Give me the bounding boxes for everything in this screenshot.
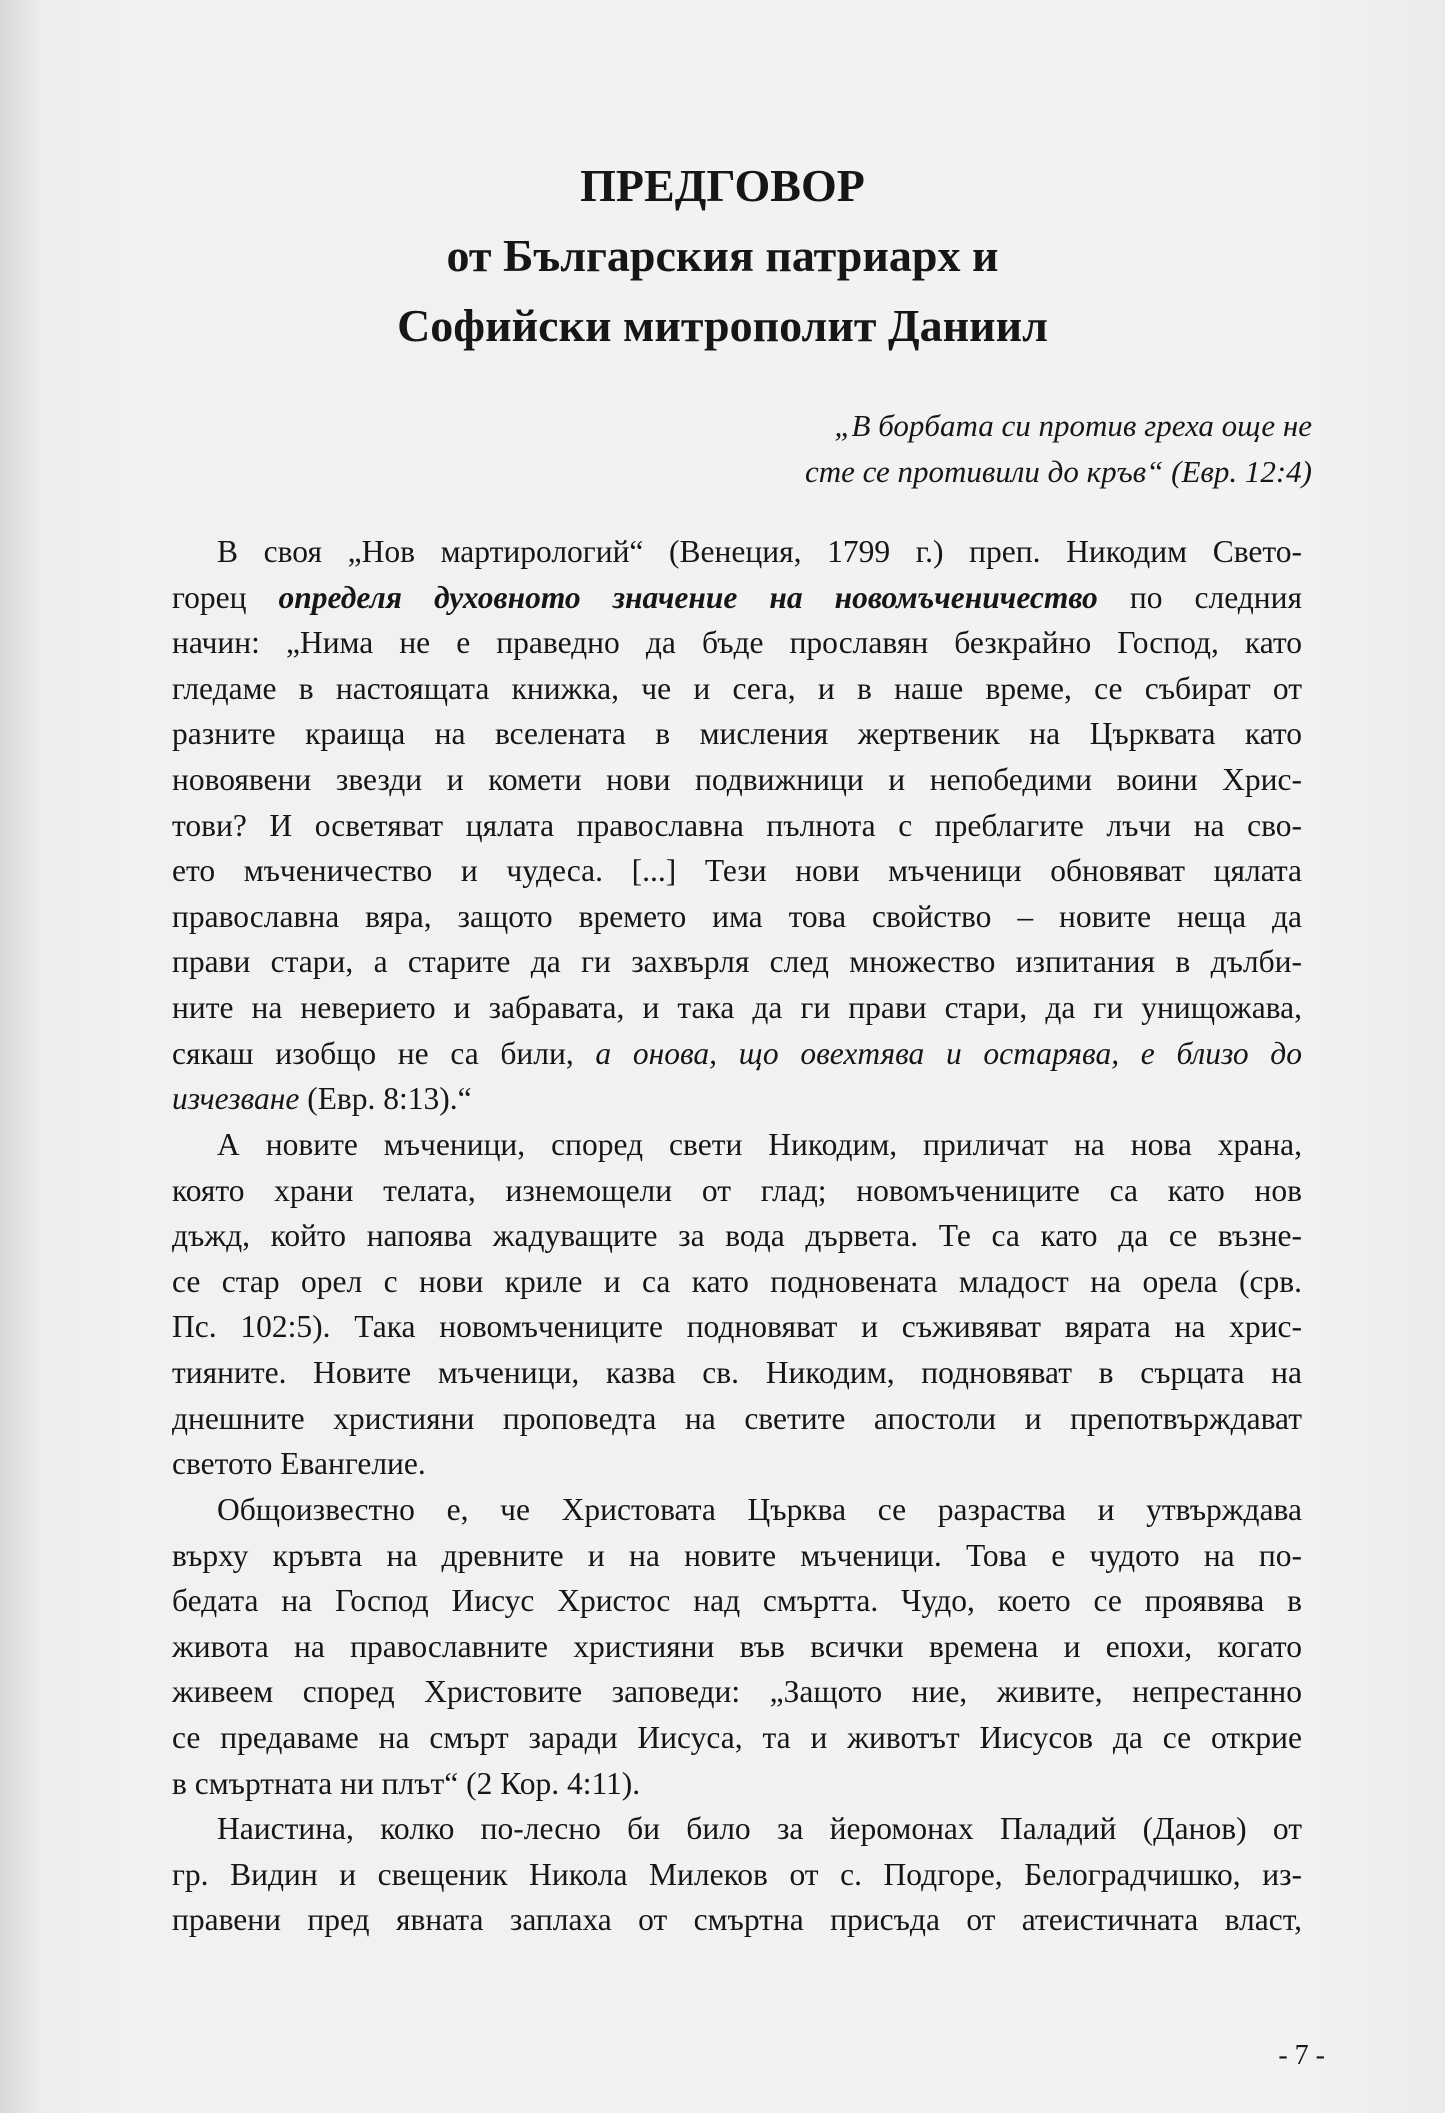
text-line: светото Евангелие. [172, 1446, 426, 1482]
text-line: православна вяра, защото времето има това свойство – новите неща да [172, 898, 1302, 934]
text-line: разните краища на вселената в мисления жертвеник на Църквата като [172, 716, 1302, 752]
epigraph-quote-end: сте се противили до кръв“ [805, 454, 1164, 489]
text-line: бедата на Господ Иисус Христос над смъртта. Чудо, което се проявява в [172, 1583, 1302, 1619]
title-line-2: от Българския патриарх и [446, 230, 999, 281]
italic-quote: а онова, що овехтява и остарява, е близо до [595, 1035, 1302, 1071]
text-run: (Евр. 8:13).“ [299, 1081, 472, 1117]
text-line: днешните християни проповедта на светите апостоли и препотвърждават [172, 1400, 1302, 1436]
paragraph-1 [172, 529, 1302, 1122]
text-line: живота на православните християни във всички времена и епохи, когато [172, 1628, 1302, 1664]
text-line: новоявени звезди и комети нови подвижници и непобедими воини Хрис- [172, 761, 1302, 797]
emphasis-text: определя духовното значение на новомъченичество [278, 579, 1098, 615]
title-line-1: ПРЕДГОВОР [580, 160, 865, 211]
text-line: Общоизвестно е, че Христовата Църква се разраства и утвърждава [217, 1492, 1302, 1527]
text-line: в смъртната ни плът“ (2 Кор. 4:11). [172, 1765, 641, 1801]
text-line: В своя „Нов мартирологий“ (Венеция, 1799 г.) преп. Никодим Свето- [217, 534, 1302, 569]
text-run: горец [172, 579, 279, 615]
epigraph-line-1: „В борбата си против греха още не [834, 408, 1312, 443]
text-line: дъжд, който напоява жадуващите за вода дървета. Те са като да се възне- [172, 1218, 1302, 1254]
text-line: правени пред явната заплаха от смъртна присъда от атеистичната власт, [172, 1902, 1302, 1938]
italic-quote: изчезване [172, 1081, 300, 1117]
epigraph-reference: (Евр. 12:4) [1163, 454, 1312, 489]
text-line: тови? И осветяват цялата православна пълнота с преблагите лъчи на сво- [172, 807, 1302, 843]
text-line: гледаме в настоящата книжка, че и сега, и в наше време, се събират от [172, 670, 1302, 706]
paragraph-3 [172, 1487, 1302, 1806]
page-number: - 7 - [1278, 2040, 1325, 2071]
paragraph-4 [172, 1806, 1302, 1943]
text-run: по следния [1097, 579, 1302, 615]
title-line-3: Софийски митрополит Даниил [397, 300, 1048, 351]
text-line [172, 1076, 1302, 1122]
text-line: начин: „Нима не е праведно да бъде прославян безкрайно Господ, като [172, 625, 1302, 661]
text-line: Пс. 102:5). Така новомъчениците подновяват и съживяват вярата на хрис- [172, 1309, 1302, 1345]
text-line: А новите мъченици, според свети Никодим, приличат на нова храна, [217, 1127, 1302, 1162]
epigraph-line-2 [805, 449, 1312, 495]
text-line: се стар орел с нови криле и са като подновената младост на орела (срв. [172, 1263, 1302, 1299]
text-line: живеем според Христовите заповеди: „Защото ние, живите, непрестанно [172, 1674, 1302, 1710]
text-line: която храни телата, изнемощели от глад; новомъчениците са като нов [172, 1172, 1302, 1208]
text-line: ето мъченичество и чудеса. [...] Тези нови мъченици обновяват цялата [172, 853, 1302, 889]
text-line: гр. Видин и свещеник Никола Милеков от с. Подгоре, Белоградчишко, из- [172, 1856, 1302, 1892]
text-line: върху кръвта на древните и на новите мъченици. Това е чудото на по- [172, 1537, 1302, 1573]
paragraph-2 [172, 1122, 1302, 1487]
text-line [172, 1031, 1302, 1077]
text-line: прави стари, а старите да ги захвърля след множество изпитания в дълби- [172, 944, 1302, 980]
text-line: ните на неверието и забравата, и така да ги прави стари, да ги унищожава, [172, 989, 1302, 1025]
text-run: сякаш изобщо не са били, [172, 1035, 596, 1071]
text-line [172, 575, 1302, 621]
text-line: тияните. Новите мъченици, казва св. Никодим, подновяват в сърцата на [172, 1354, 1302, 1390]
text-line: се предаваме на смърт заради Иисуса, та и животът Иисусов да се открие [172, 1719, 1302, 1755]
text-line: Наистина, колко по-лесно би било за йеромонах Паладий (Данов) от [217, 1811, 1302, 1846]
